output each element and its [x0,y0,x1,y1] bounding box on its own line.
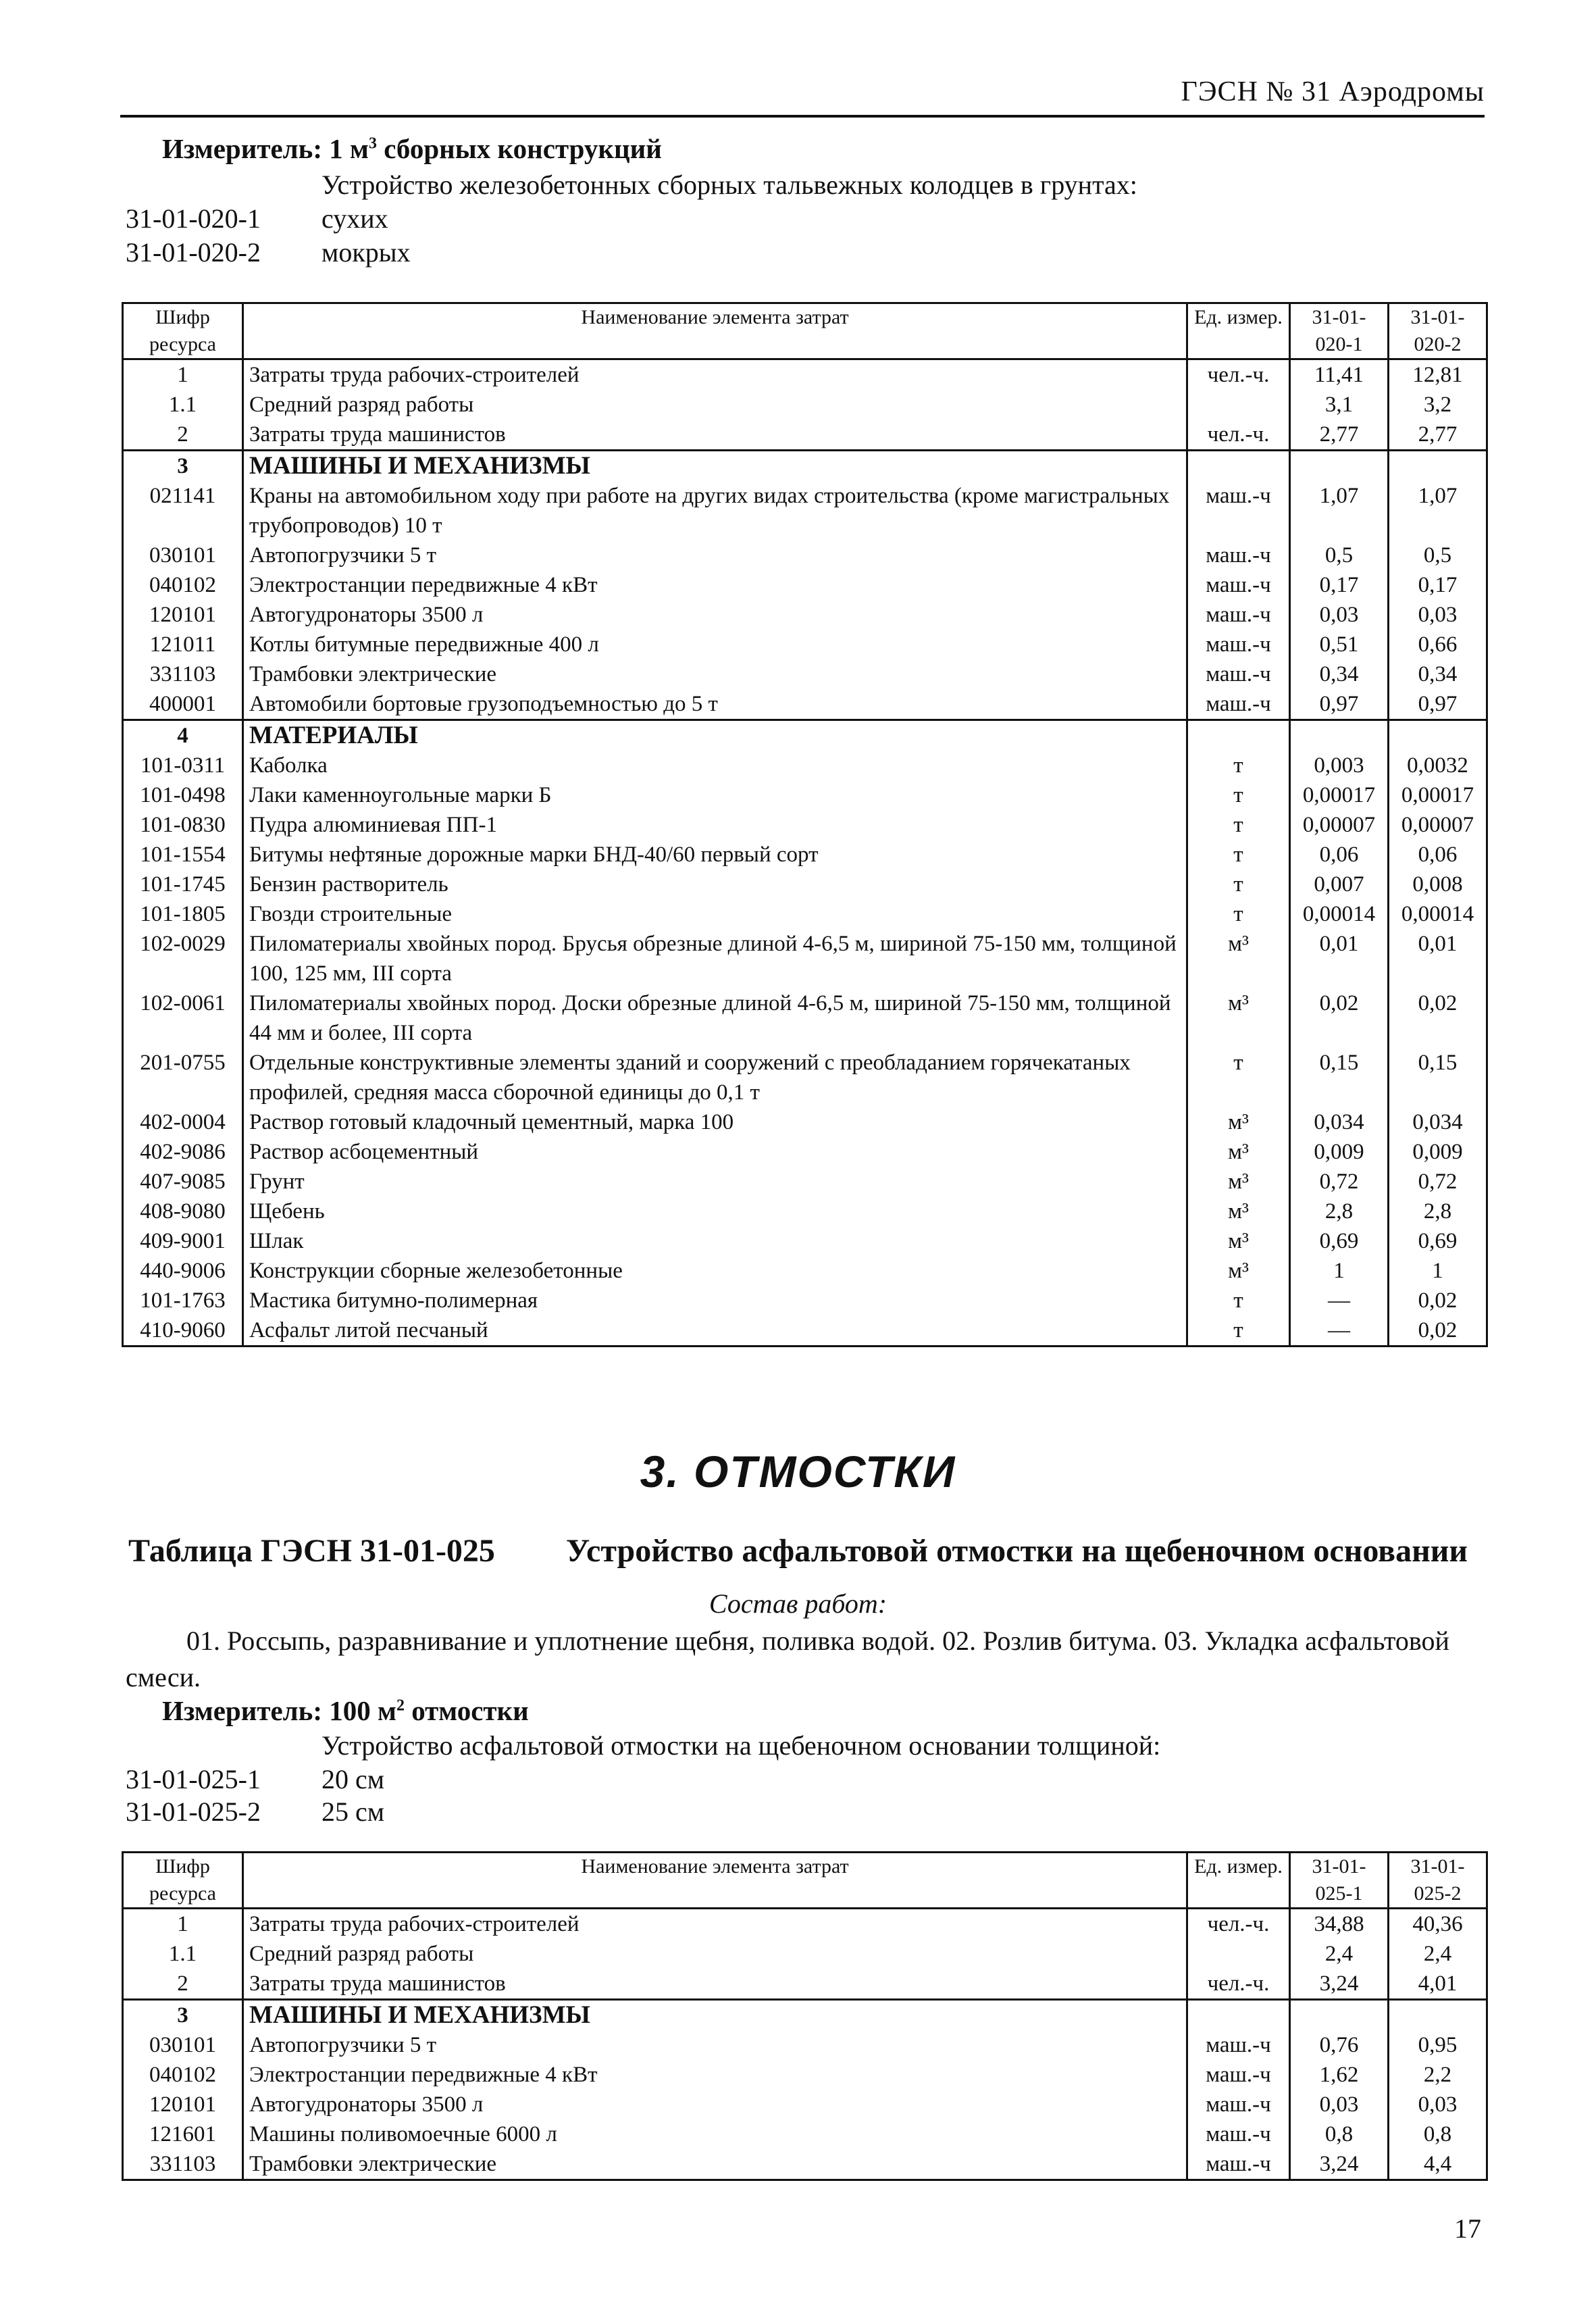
resource-value-2: 4,01 [1389,1969,1487,2000]
resource-name: Пудра алюминиевая ПП-1 [243,810,1187,840]
resource-name: Автопогрузчики 5 т [243,2030,1187,2060]
resource-value-1: 0,97 [1290,689,1389,720]
resource-value-1: — [1290,1286,1389,1315]
resource-name: Электростанции передвижные 4 кВт [243,2060,1187,2090]
resource-value-1: 34,88 [1290,1909,1389,1940]
table-row [123,420,1487,451]
resource-name: Затраты труда рабочих-строителей [243,359,1187,391]
table-row [123,2060,1487,2090]
resource-unit: м³ [1187,929,1290,988]
resource-unit: чел.-ч. [1187,1909,1290,1940]
table-row [123,540,1487,570]
table-row [123,1197,1487,1226]
resource-code: 030101 [123,2030,243,2060]
resource-code: 120101 [123,2090,243,2119]
resource-code: 101-0830 [123,810,243,840]
table-row [123,630,1487,659]
resource-value-2: 0,01 [1389,929,1487,988]
table-row [123,1286,1487,1315]
variant-code: 31-01-020-2 [126,237,261,268]
resource-unit: т [1187,840,1290,870]
resource-table-1 [122,302,1488,1347]
resource-value-2: 0,02 [1389,1315,1487,1347]
variant-name: 20 см [321,1764,385,1794]
resource-value-1: 3,24 [1290,2149,1389,2180]
resource-unit [1187,720,1290,751]
resource-unit [1187,451,1290,482]
resource-unit [1187,1939,1290,1969]
resource-value-1: 0,17 [1290,570,1389,600]
resource-unit: м³ [1187,988,1290,1048]
resource-code: 1 [123,359,243,391]
table-row [123,570,1487,600]
resource-code: 101-0498 [123,780,243,810]
table-row [123,1909,1487,1940]
resource-code: 102-0029 [123,929,243,988]
resource-unit: маш.-ч [1187,689,1290,720]
measure-1 [162,132,662,165]
resource-value-1: 0,15 [1290,1048,1389,1107]
header-name: Наименование элемента затрат [243,303,1187,359]
table-header-row [123,1853,1487,1909]
resource-code: 1.1 [123,390,243,420]
table-row [123,689,1487,720]
measure-2-suffix: отмостки [404,1695,529,1726]
resource-name: Автопогрузчики 5 т [243,540,1187,570]
resource-name: Пиломатериалы хвойных пород. Брусья обрезные длиной 4-6,5 м, шириной 75-150 мм, толщиной 100, 125 мм, III сорта [243,929,1187,988]
header-code: Шифр ресурса [123,1853,243,1909]
measure-2 [162,1694,529,1727]
resource-name: Отдельные конструктивные элементы зданий и сооружений с преобладанием горячекатаных профилей, средняя масса сборочной единицы до 0,1 т [243,1048,1187,1107]
resource-value-1: 1,62 [1290,2060,1389,2090]
section-row [123,720,1487,751]
resource-value-2: 0,5 [1389,540,1487,570]
resource-unit: маш.-ч [1187,2030,1290,2060]
resource-value-1 [1290,2000,1389,2031]
table-row [123,390,1487,420]
measure-1-suffix: сборных конструкций [376,133,662,164]
resource-value-2: 0,72 [1389,1167,1487,1197]
section-title: 3. ОТМОСТКИ [640,1447,956,1496]
resource-unit: т [1187,780,1290,810]
table-row [123,1256,1487,1286]
resource-name: Краны на автомобильном ходу при работе на других видах строительства (кроме магистральных трубопроводов) 10 т [243,481,1187,540]
resource-name: Автомобили бортовые грузоподъемностью до 5 т [243,689,1187,720]
variant-name: мокрых [321,237,411,268]
header-col-1: 31-01-020-1 [1290,303,1389,359]
resource-code: 030101 [123,540,243,570]
work-composition-title: Состав работ: [709,1588,887,1619]
resource-value-1: 11,41 [1290,359,1389,391]
resource-value-2: 4,4 [1389,2149,1487,2180]
resource-name: Затраты труда рабочих-строителей [243,1909,1187,1940]
resource-value-2: 0,02 [1389,988,1487,1048]
resource-unit: т [1187,1048,1290,1107]
resource-unit: маш.-ч [1187,2060,1290,2090]
resource-name: Битумы нефтяные дорожные марки БНД-40/60 первый сорт [243,840,1187,870]
resource-value-1: 3,1 [1290,390,1389,420]
table-header-row [123,303,1487,359]
resource-unit: маш.-ч [1187,481,1290,540]
resource-name: Щебень [243,1197,1187,1226]
resource-value-2: 3,2 [1389,390,1487,420]
measure-1-prefix: Измеритель: 1 м [162,133,369,164]
resource-code: 331103 [123,2149,243,2180]
resource-value-1: 0,00014 [1290,899,1389,929]
resource-unit: т [1187,1315,1290,1347]
table-row [123,899,1487,929]
table-row [123,988,1487,1048]
resource-name: Каболка [243,751,1187,780]
resource-value-1: 0,03 [1290,600,1389,630]
resource-name: Шлак [243,1226,1187,1256]
resource-value-1: 0,8 [1290,2119,1389,2149]
resource-code: 409-9001 [123,1226,243,1256]
resource-value-2: 1,07 [1389,481,1487,540]
table-row [123,1107,1487,1137]
resource-value-1: 0,51 [1290,630,1389,659]
resource-code: 102-0061 [123,988,243,1048]
table-row [123,359,1487,391]
resource-unit: маш.-ч [1187,540,1290,570]
resource-value-2: 12,81 [1389,359,1487,391]
resource-code: 040102 [123,570,243,600]
resource-name: Пиломатериалы хвойных пород. Доски обрезные длиной 4-6,5 м, шириной 75-150 мм, толщиной 44 мм и более, III сорта [243,988,1187,1048]
resource-value-2: 0,8 [1389,2119,1487,2149]
resource-code: 101-1763 [123,1286,243,1315]
resource-code: 1.1 [123,1939,243,1969]
resource-name: Грунт [243,1167,1187,1197]
resource-value-2: 0,03 [1389,600,1487,630]
resource-name: Средний разряд работы [243,1939,1187,1969]
resource-code: 402-0004 [123,1107,243,1137]
resource-code: 1 [123,1909,243,1940]
resource-unit: маш.-ч [1187,2090,1290,2119]
resource-value-1: 0,06 [1290,840,1389,870]
resource-value-2: 0,03 [1389,2090,1487,2119]
variant-code: 31-01-025-1 [126,1764,261,1794]
resource-value-1: 1 [1290,1256,1389,1286]
resource-value-1: 0,5 [1290,540,1389,570]
resource-code: 121011 [123,630,243,659]
resource-value-2: 40,36 [1389,1909,1487,1940]
table-row [123,481,1487,540]
resource-value-1: — [1290,1315,1389,1347]
resource-code: 021141 [123,481,243,540]
resource-name: Гвозди строительные [243,899,1187,929]
resource-value-1: 0,34 [1290,659,1389,689]
resource-code: 402-9086 [123,1137,243,1167]
resource-unit: т [1187,1286,1290,1315]
block-2-title: Устройство асфальтовой отмостки на щебеночном основании толщиной: [321,1730,1161,1761]
resource-name: МАТЕРИАЛЫ [243,720,1187,751]
resource-unit [1187,2000,1290,2031]
resource-code: 3 [123,2000,243,2031]
header-col-1: 31-01-025-1 [1290,1853,1389,1909]
resource-name: МАШИНЫ И МЕХАНИЗМЫ [243,451,1187,482]
variant-name: сухих [321,203,388,234]
table-row [123,600,1487,630]
resource-value-1: 1,07 [1290,481,1389,540]
resource-value-1: 3,24 [1290,1969,1389,2000]
resource-code: 101-0311 [123,751,243,780]
resource-unit: т [1187,870,1290,899]
table-row [123,2149,1487,2180]
resource-code: 410-9060 [123,1315,243,1347]
resource-name: Машины поливомоечные 6000 л [243,2119,1187,2149]
resource-name: Затраты труда машинистов [243,1969,1187,2000]
table-row [123,1137,1487,1167]
variant-code: 31-01-020-1 [126,203,261,234]
resource-name: Автогудронаторы 3500 л [243,600,1187,630]
resource-table-2 [122,1851,1488,2181]
resource-name: Трамбовки электрические [243,659,1187,689]
resource-name: Мастика битумно-полимерная [243,1286,1187,1315]
table-row [123,780,1487,810]
resource-value-2: 0,00007 [1389,810,1487,840]
resource-value-2: 0,034 [1389,1107,1487,1137]
resource-name: Конструкции сборные железобетонные [243,1256,1187,1286]
resource-unit: чел.-ч. [1187,420,1290,451]
table-row [123,659,1487,689]
resource-value-2: 0,66 [1389,630,1487,659]
resource-value-2: 2,4 [1389,1939,1487,1969]
header-code: Шифр ресурса [123,303,243,359]
table-name: Устройство асфальтовой отмостки на щебеночном основании [566,1533,1468,1569]
page-header [120,76,1485,118]
table-row [123,1226,1487,1256]
resource-value-2: 2,77 [1389,420,1487,451]
resource-value-2: 0,02 [1389,1286,1487,1315]
section-row [123,2000,1487,2031]
resource-value-1: 2,8 [1290,1197,1389,1226]
table-row [123,870,1487,899]
resource-code: 101-1805 [123,899,243,929]
resource-value-1: 0,034 [1290,1107,1389,1137]
table-row [123,1315,1487,1347]
resource-value-1 [1290,720,1389,751]
resource-value-1: 0,01 [1290,929,1389,988]
resource-name: Бензин растворитель [243,870,1187,899]
resource-value-1: 2,4 [1290,1939,1389,1969]
resource-value-1: 0,72 [1290,1167,1389,1197]
section-row [123,451,1487,482]
block-1-title: Устройство железобетонных сборных тальвежных колодцев в грунтах: [321,170,1137,200]
resource-unit: т [1187,899,1290,929]
resource-value-2 [1389,451,1487,482]
resource-name: Средний разряд работы [243,390,1187,420]
resource-unit: маш.-ч [1187,600,1290,630]
header-unit: Ед. измер. [1187,1853,1290,1909]
resource-value-1: 0,003 [1290,751,1389,780]
resource-value-1: 2,77 [1290,420,1389,451]
resource-code: 101-1554 [123,840,243,870]
resource-value-1: 0,007 [1290,870,1389,899]
resource-unit: м³ [1187,1197,1290,1226]
resource-unit: маш.-ч [1187,2149,1290,2180]
resource-name: Автогудронаторы 3500 л [243,2090,1187,2119]
resource-value-2: 0,008 [1389,870,1487,899]
variant-name: 25 см [321,1796,385,1827]
resource-unit: м³ [1187,1167,1290,1197]
resource-value-2: 0,95 [1389,2030,1487,2060]
resource-code: 101-1745 [123,870,243,899]
resource-unit: м³ [1187,1256,1290,1286]
resource-unit: маш.-ч [1187,659,1290,689]
resource-name: Трамбовки электрические [243,2149,1187,2180]
resource-value-2: 0,06 [1389,840,1487,870]
table-row [123,751,1487,780]
resource-value-1: 0,02 [1290,988,1389,1048]
resource-code: 440-9006 [123,1256,243,1286]
resource-code: 121601 [123,2119,243,2149]
resource-code: 4 [123,720,243,751]
resource-value-2: 0,34 [1389,659,1487,689]
resource-code: 331103 [123,659,243,689]
table-row [123,2119,1487,2149]
resource-code: 407-9085 [123,1167,243,1197]
resource-name: Асфальт литой песчаный [243,1315,1187,1347]
resource-value-1: 0,69 [1290,1226,1389,1256]
resource-value-1 [1290,451,1389,482]
resource-name: Раствор асбоцементный [243,1137,1187,1167]
page-number: 17 [1454,2213,1481,2244]
table-row [123,2090,1487,2119]
table-label: Таблица ГЭСН 31-01-025 [128,1533,495,1569]
measure-2-sup: 2 [396,1696,405,1715]
resource-unit: т [1187,751,1290,780]
table-row [123,1167,1487,1197]
resource-value-2: 2,8 [1389,1197,1487,1226]
resource-value-2: 0,0032 [1389,751,1487,780]
resource-code: 408-9080 [123,1197,243,1226]
resource-value-2: 1 [1389,1256,1487,1286]
measure-2-prefix: Измеритель: 100 м [162,1695,396,1726]
resource-code: 120101 [123,600,243,630]
variant-code: 31-01-025-2 [126,1796,261,1827]
resource-value-2: 0,00014 [1389,899,1487,929]
resource-value-1: 0,009 [1290,1137,1389,1167]
measure-1-sup: 3 [368,134,377,153]
resource-name: МАШИНЫ И МЕХАНИЗМЫ [243,2000,1187,2031]
header-col-2: 31-01-025-2 [1389,1853,1487,1909]
header-name: Наименование элемента затрат [243,1853,1187,1909]
resource-code: 2 [123,420,243,451]
table-row [123,1939,1487,1969]
resource-value-2: 0,009 [1389,1137,1487,1167]
resource-name: Электростанции передвижные 4 кВт [243,570,1187,600]
resource-value-2 [1389,2000,1487,2031]
resource-unit: чел.-ч. [1187,359,1290,391]
resource-code: 3 [123,451,243,482]
resource-unit: м³ [1187,1137,1290,1167]
resource-value-2: 0,17 [1389,570,1487,600]
resource-unit: маш.-ч [1187,630,1290,659]
resource-name: Котлы битумные передвижные 400 л [243,630,1187,659]
resource-value-2: 0,15 [1389,1048,1487,1107]
resource-name: Раствор готовый кладочный цементный, марка 100 [243,1107,1187,1137]
resource-value-1: 0,00017 [1290,780,1389,810]
resource-value-1: 0,76 [1290,2030,1389,2060]
resource-value-2: 2,2 [1389,2060,1487,2090]
table-row [123,810,1487,840]
resource-value-1: 0,03 [1290,2090,1389,2119]
resource-code: 040102 [123,2060,243,2090]
resource-unit: м³ [1187,1107,1290,1137]
resource-value-2: 0,97 [1389,689,1487,720]
header-col-2: 31-01-020-2 [1389,303,1487,359]
resource-table-1-body [123,303,1487,1347]
resource-unit: маш.-ч [1187,2119,1290,2149]
resource-name: Затраты труда машинистов [243,420,1187,451]
resource-value-2: 0,00017 [1389,780,1487,810]
work-composition-text: 01. Россыпь, разравнивание и уплотнение щебня, поливка водой. 02. Розлив битума. 03. Укладка асфальтовой смеси. [126,1626,1449,1692]
table-row [123,1048,1487,1107]
resource-unit [1187,390,1290,420]
resource-code: 2 [123,1969,243,2000]
resource-code: 400001 [123,689,243,720]
resource-code: 201-0755 [123,1048,243,1107]
header-unit: Ед. измер. [1187,303,1290,359]
resource-unit: маш.-ч [1187,570,1290,600]
resource-table-2-body [123,1853,1487,2180]
resource-value-2: 0,69 [1389,1226,1487,1256]
table-row [123,1969,1487,2000]
header-text: ГЭСН № 31 Аэродромы [1181,76,1485,107]
resource-unit: т [1187,810,1290,840]
table-row [123,2030,1487,2060]
table-row [123,929,1487,988]
resource-unit: м³ [1187,1226,1290,1256]
resource-unit: чел.-ч. [1187,1969,1290,2000]
resource-value-1: 0,00007 [1290,810,1389,840]
resource-value-2 [1389,720,1487,751]
table-row [123,840,1487,870]
resource-name: Лаки каменноугольные марки Б [243,780,1187,810]
